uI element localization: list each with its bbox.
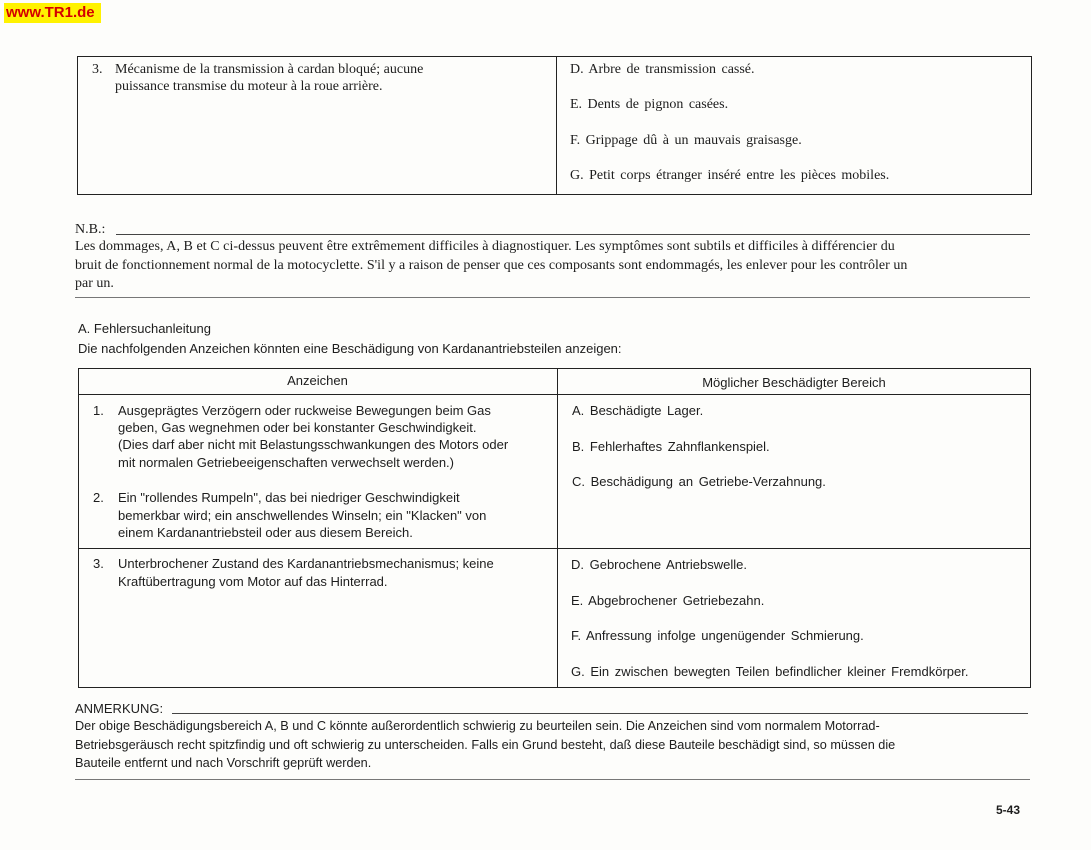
french-nb-end-rule xyxy=(75,297,1030,298)
symptom-1-line: (Dies darf aber nicht mit Belastungsschwankungen des Motors oder xyxy=(118,437,509,452)
column-header-area: Möglicher Beschädigter Bereich xyxy=(702,375,886,390)
column-header-symptoms: Anzeichen xyxy=(287,373,348,388)
watermark: www.TR1.de xyxy=(4,3,101,23)
area-item: B. Fehlerhaftes Zahnflankenspiel. xyxy=(572,439,770,454)
french-row3-line: Mécanisme de la transmission à cardan bloqué; aucune xyxy=(115,62,424,77)
french-row3-line: puissance transmise du moteur à la roue arrière. xyxy=(115,79,383,94)
note-label: ANMERKUNG: xyxy=(75,701,164,716)
symptom-3-line: Unterbrochener Zustand des Kardanantriebsmechanismus; keine xyxy=(118,556,494,571)
area-item: G. Ein zwischen bewegten Teilen befindlicher kleiner Fremdkörper. xyxy=(571,664,969,679)
area-item: D. Gebrochene Antriebswelle. xyxy=(571,557,747,572)
french-cause-item: D. Arbre de transmission cassé. xyxy=(570,62,755,77)
area-item: A. Beschädigte Lager. xyxy=(572,403,704,418)
note-end-rule xyxy=(75,779,1030,780)
french-nb-line: bruit de fonctionnement normal de la motocyclette. S'il y a raison de penser que ces composants sont endommagés, les enlever pour les contrôler un xyxy=(75,258,908,273)
symptom-3-line: Kraftübertragung vom Motor auf das Hinterrad. xyxy=(118,574,388,589)
note-rule xyxy=(172,713,1028,714)
french-nb-rule xyxy=(116,234,1030,235)
area-item: E. Abgebrochener Getriebezahn. xyxy=(571,593,765,608)
french-nb-line: par un. xyxy=(75,276,114,291)
section-title: A. Fehlersuchanleitung xyxy=(78,321,211,336)
french-cause-item: G. Petit corps étranger inséré entre les pièces mobiles. xyxy=(570,168,890,183)
symptom-1-line: geben, Gas wegnehmen oder bei konstanter Geschwindigkeit. xyxy=(118,420,477,435)
german-table-divider xyxy=(557,368,558,688)
symptom-1-line: mit normalen Getriebeeigenschaften verwechselt werden.) xyxy=(118,455,455,470)
french-cause-item: E. Dents de pignon casées. xyxy=(570,97,729,112)
german-row-rule xyxy=(78,548,1031,549)
symptom-1-number: 1. xyxy=(93,403,104,418)
french-cause-item: F. Grippage dû à un mauvais graisasge. xyxy=(570,133,802,148)
german-header-rule xyxy=(78,394,1031,395)
french-table-divider xyxy=(556,56,557,195)
note-line: Bauteile entfernt und nach Vorschrift geprüft werden. xyxy=(75,756,372,770)
note-line: Der obige Beschädigungsbereich A, B und C könnte außerordentlich schwierig zu beurteilen sein. Die Anzeichen sind vom normalem Motorrad- xyxy=(75,719,880,733)
symptom-3-number: 3. xyxy=(93,556,104,571)
french-nb-label: N.B.: xyxy=(75,222,106,237)
section-intro: Die nachfolgenden Anzeichen könnten eine Beschädigung von Kardanantriebsteilen anzeigen: xyxy=(78,341,622,356)
area-item: C. Beschädigung an Getriebe-Verzahnung. xyxy=(572,474,826,489)
symptom-2-line: einem Kardanantriebsteil oder aus diesem Bereich. xyxy=(118,525,413,540)
french-row3-number: 3. xyxy=(92,62,103,77)
note-line: Betriebsgeräusch recht spitzfindig und oft schwierig zu unterscheiden. Falls ein Grund besteht, daß diese Bauteile beschädigt sind, so müssen die xyxy=(75,738,896,752)
symptom-1-line: Ausgeprägtes Verzögern oder ruckweise Bewegungen beim Gas xyxy=(118,403,491,418)
symptom-2-line: Ein "rollendes Rumpeln", das bei niedriger Geschwindigkeit xyxy=(118,490,460,505)
page-number: 5-43 xyxy=(996,803,1021,817)
symptom-2-number: 2. xyxy=(93,490,104,505)
french-nb-line: Les dommages, A, B et C ci-dessus peuvent être extrêmement difficiles à diagnostiquer. Les symptômes sont subtils et difficiles à différencier du xyxy=(75,239,895,254)
symptom-2-line: bemerkbar wird; ein anschwellendes Winseln; ein "Klacken" von xyxy=(118,508,487,523)
area-item: F. Anfressung infolge ungenügender Schmierung. xyxy=(571,628,864,643)
